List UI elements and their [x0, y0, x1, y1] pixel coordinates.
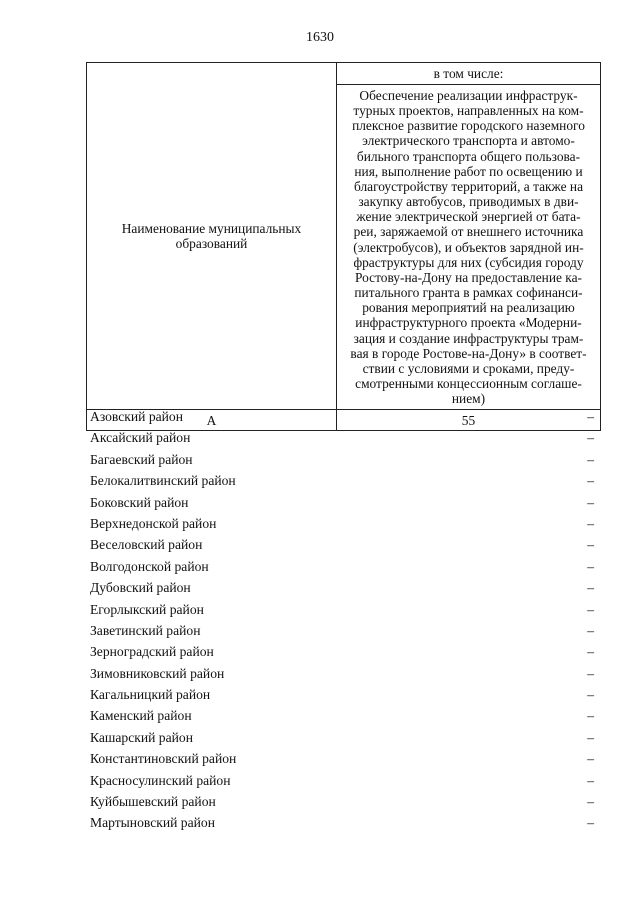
- table-row: [90, 556, 600, 577]
- municipality-name: Багаевский район: [90, 451, 193, 467]
- subsidy-value: –: [587, 580, 594, 596]
- table-row: [90, 663, 600, 684]
- subsidy-value: –: [587, 687, 594, 703]
- table-row: [90, 449, 600, 470]
- municipality-name: Веселовский район: [90, 537, 203, 553]
- description-line: турных проектов, направленных на ком-: [353, 103, 584, 119]
- municipality-name: Красносулинский район: [90, 772, 231, 788]
- municipality-list: [90, 406, 600, 834]
- description-lines: [341, 88, 596, 406]
- municipality-name: Волгодонской район: [90, 558, 209, 574]
- subsidy-value: –: [587, 494, 594, 510]
- municipality-name: Дубовский район: [90, 580, 191, 596]
- municipality-name: Азовский район: [90, 409, 184, 424]
- description-line: ствии с условиями и сроками, преду-: [362, 360, 575, 376]
- subsidy-value: –: [587, 644, 594, 660]
- table-row: [90, 812, 600, 833]
- description-line: нием): [451, 391, 486, 407]
- table-row: [90, 427, 600, 448]
- column-index-value: 55: [337, 410, 601, 431]
- description-line: бильного транспорта общего пользова-: [356, 148, 581, 164]
- table-row: [90, 748, 600, 769]
- description-line: (электробусов), и объектов зарядной ин-: [353, 239, 584, 255]
- subsidy-value: –: [587, 729, 594, 745]
- municipality-name: Константиновский район: [90, 751, 237, 767]
- table-row: [90, 705, 600, 726]
- subsidy-value: –: [587, 751, 594, 767]
- description-line: жение электрической энергией от бата-: [356, 209, 581, 225]
- subsidy-value: –: [587, 601, 594, 617]
- description-line: реи, заряжаемой от внешнего источника: [353, 224, 584, 240]
- subsidy-value: –: [587, 409, 594, 424]
- subsidy-value: –: [587, 794, 594, 810]
- municipality-name: Зерноградский район: [90, 644, 214, 660]
- subsidy-value: –: [587, 537, 594, 553]
- subsidy-value: –: [587, 708, 594, 724]
- municipality-name: Боковский район: [90, 494, 189, 510]
- description-line: питального гранта в рамках софинанси-: [354, 285, 583, 301]
- table-row: [90, 770, 600, 791]
- subsidy-value: –: [587, 815, 594, 831]
- municipality-name: Кагальницкий район: [90, 687, 211, 703]
- description-line: электрического транспорта и автомо-: [362, 133, 575, 149]
- table-row: [90, 599, 600, 620]
- subsidy-value: –: [587, 622, 594, 638]
- description-line: Обеспечение реализации инфраструк-: [359, 88, 578, 103]
- description-line: смотренными концессионным соглаше-: [355, 375, 582, 391]
- description-line: инфраструктурного проекта «Модерни-: [355, 315, 582, 331]
- municipality-name: Белокалитвинский район: [90, 473, 236, 489]
- municipality-name: Каменский район: [90, 708, 192, 724]
- subsidy-value: –: [587, 451, 594, 467]
- municipality-column-header: Наименование муниципальных образований: [87, 63, 337, 410]
- municipality-name: Егорлыкский район: [90, 601, 204, 617]
- municipality-name: Аксайский район: [90, 430, 191, 446]
- municipality-name: Верхнедонской район: [90, 515, 217, 531]
- municipality-name: Кашарский район: [90, 729, 193, 745]
- municipality-name: Зимовниковский район: [90, 665, 225, 681]
- subsidy-value: –: [587, 473, 594, 489]
- subsidy-description-header: [337, 85, 601, 410]
- description-line: рования мероприятий на реализацию: [362, 300, 575, 316]
- description-line: вая в городе Ростове-на-Дону» в соответ-: [350, 345, 587, 361]
- table-row: [90, 406, 600, 427]
- table-row: [90, 684, 600, 705]
- page-number: 1630: [306, 30, 334, 45]
- table-row: [90, 470, 600, 491]
- table-row: [90, 492, 600, 513]
- table-row: [90, 534, 600, 555]
- municipality-name: Куйбышевский район: [90, 794, 216, 810]
- description-line: ния, выполнение работ по освещению и: [354, 163, 583, 179]
- table-row: [90, 641, 600, 662]
- table-row: [90, 620, 600, 641]
- subsidy-value: –: [587, 665, 594, 681]
- table-header: [86, 62, 601, 431]
- description-line: фраструктуры для них (субсидия городу: [353, 254, 584, 270]
- description-line: благоустройству территорий, а также на: [353, 178, 584, 194]
- group-header: в том числе:: [337, 63, 601, 85]
- subsidy-value: –: [587, 430, 594, 446]
- subsidy-value: –: [587, 515, 594, 531]
- subsidy-value: –: [587, 558, 594, 574]
- municipality-name: Мартыновский район: [90, 815, 215, 831]
- description-line: плексное развитие городского наземного: [352, 118, 585, 134]
- description-line: закупку автобусов, приводимых в дви-: [358, 194, 579, 210]
- table-row: [90, 727, 600, 748]
- description-line: зация и создание инфраструктуры трам-: [353, 330, 584, 346]
- description-line: Ростову-на-Дону на предоставление ка-: [354, 269, 582, 285]
- subsidy-value: –: [587, 772, 594, 788]
- column-index-name: А: [87, 410, 337, 431]
- table-row: [90, 791, 600, 812]
- municipality-name: Заветинский район: [90, 622, 201, 638]
- table-row: [90, 513, 600, 534]
- table-row: [90, 577, 600, 598]
